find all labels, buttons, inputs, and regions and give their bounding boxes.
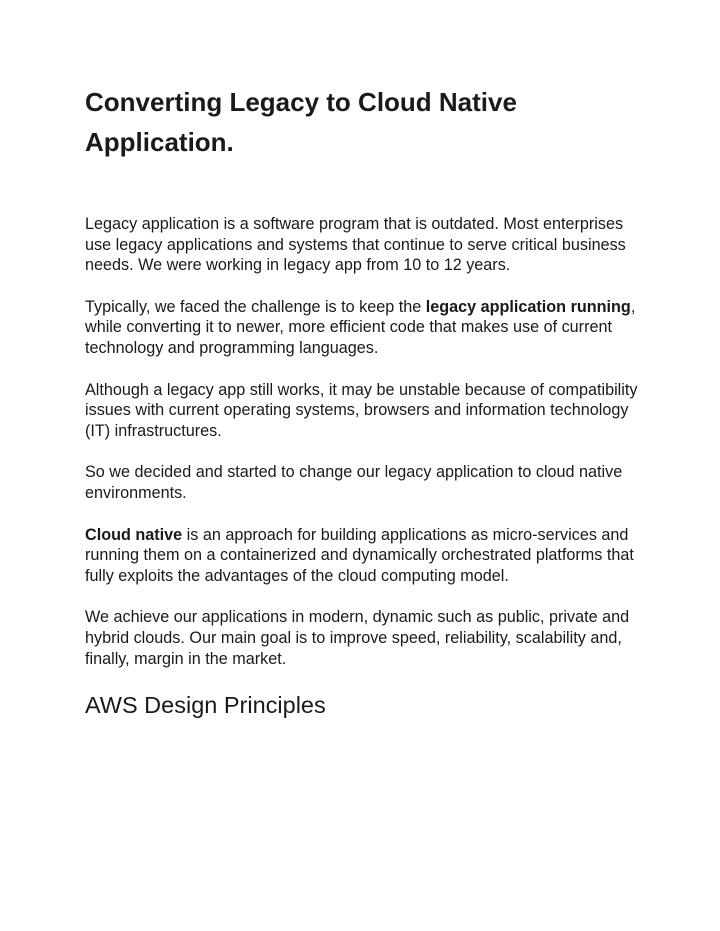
- paragraph-text: So we decided and started to change our legacy application to cloud native environments.: [85, 463, 623, 502]
- bold-phrase: legacy application running: [425, 297, 631, 316]
- paragraph-decision: [85, 462, 645, 503]
- bold-phrase: Cloud native: [85, 525, 183, 544]
- paragraph-text: is an approach for building applications as micro-services and running them on a containerized and dynamically orchestrated platforms that fully exploits the advantages of the cloud computing model.: [85, 525, 634, 585]
- paragraph-stability: [85, 380, 645, 442]
- paragraph-legacy-definition: [85, 214, 645, 276]
- document-body: [85, 214, 645, 669]
- paragraph-cloud-native: [85, 525, 645, 587]
- paragraph-text: We achieve our applications in modern, dynamic such as public, private and hybrid clouds. Our main goal is to improve speed, reliability, scalability and, finally, margin in the market.: [85, 608, 630, 668]
- paragraph-text: , while converting it to newer, more efficient code that makes use of current technology and programming languages.: [85, 297, 636, 357]
- paragraph-challenge: [85, 297, 645, 359]
- document-title: Converting Legacy to Cloud Native Application.: [85, 87, 517, 157]
- section-heading: AWS Design Principles: [85, 692, 326, 719]
- paragraph-text: Legacy application is a software program that is outdated. Most enterprises use legacy applications and systems that continue to serve critical business needs. We were working in legacy app from 10 to 12 years.: [85, 215, 626, 275]
- paragraph-text: Typically, we faced the challenge is to keep the: [85, 297, 426, 316]
- paragraph-goals: [85, 607, 645, 669]
- document-page: [85, 82, 645, 720]
- paragraph-text: Although a legacy app still works, it may be unstable because of compatibility issues with current operating systems, browsers and information technology (IT) infrastructures.: [85, 380, 638, 440]
